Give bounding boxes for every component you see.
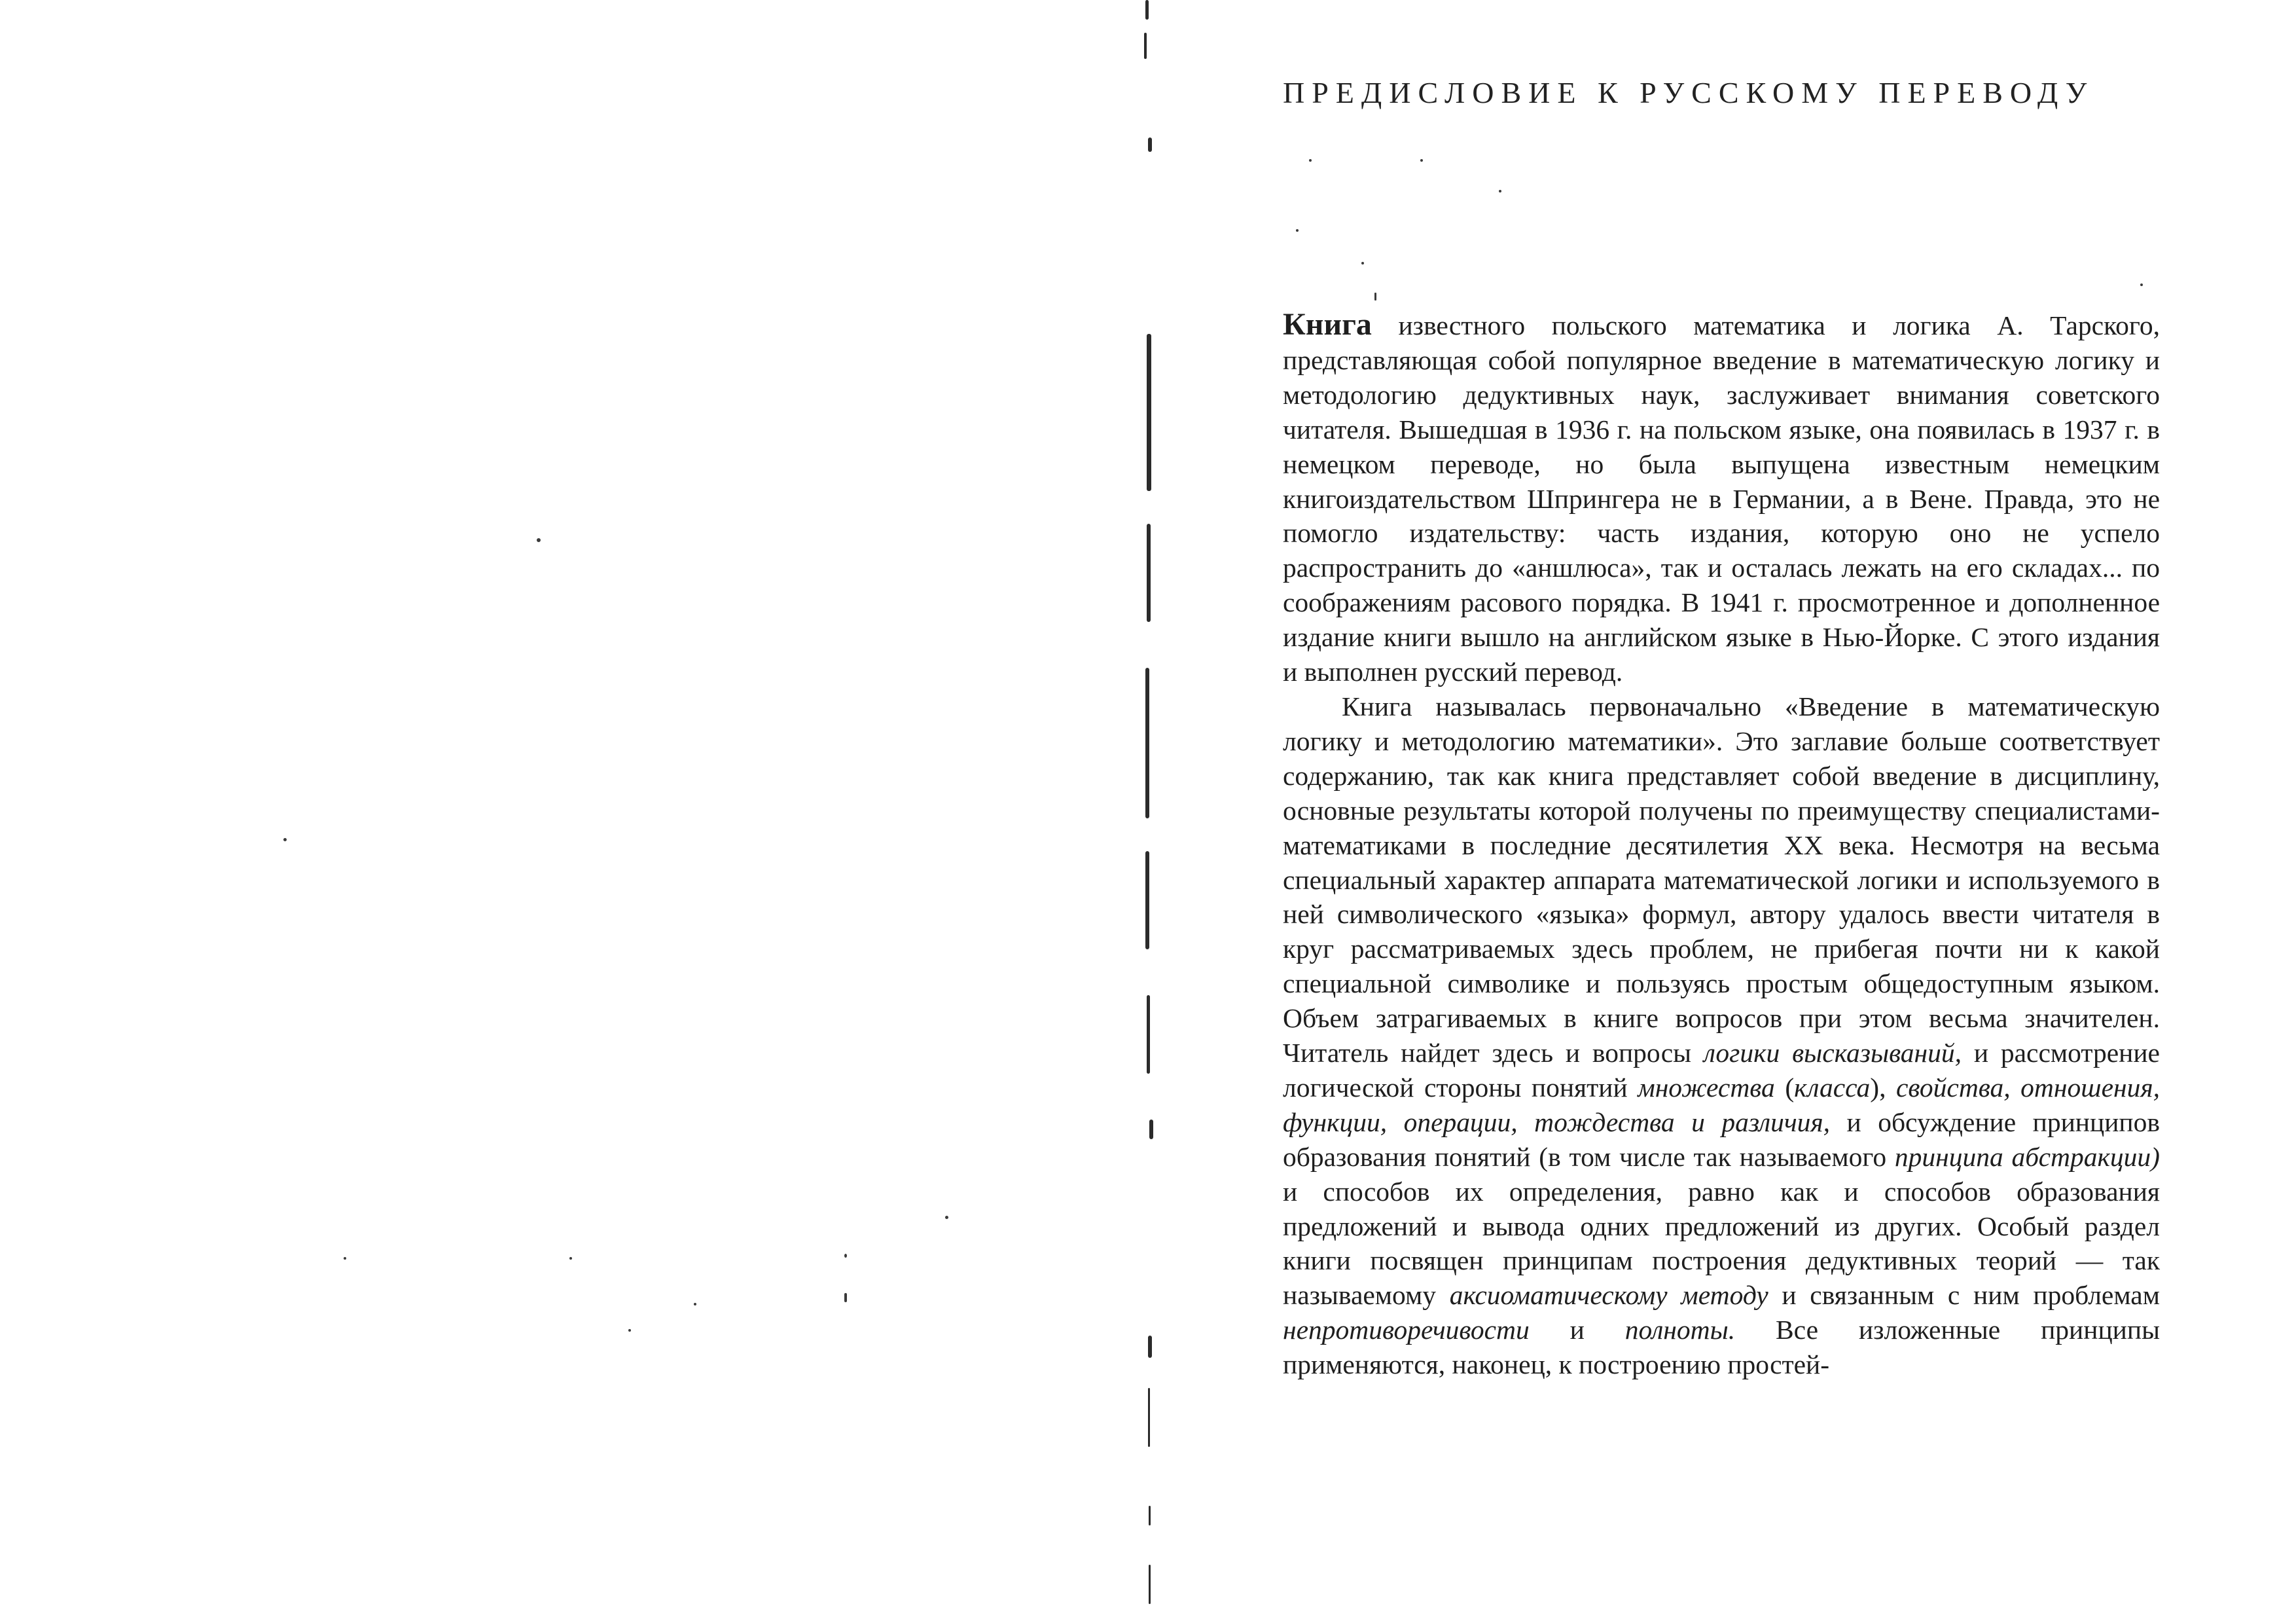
italic-term: аксиоматическому методу — [1449, 1280, 1768, 1311]
scan-speck — [283, 838, 287, 841]
left-page-blank — [0, 0, 1126, 1623]
italic-term: полноты. — [1624, 1315, 1736, 1345]
preface-body — [1283, 308, 2160, 1382]
spine-mark — [1144, 33, 1147, 59]
spine-mark — [1145, 851, 1149, 949]
spine-mark — [1147, 995, 1150, 1074]
right-page — [1283, 0, 2186, 1623]
spine-mark — [1148, 137, 1152, 152]
spine-mark — [1149, 1506, 1151, 1525]
italic-term: свойства, отношения, функции, операции, тождества и различия, — [1283, 1072, 2160, 1137]
book-spine-gutter — [1139, 0, 1165, 1623]
spine-mark — [1145, 0, 1149, 20]
scan-speck — [844, 1254, 847, 1258]
scan-speck — [1361, 262, 1364, 264]
italic-term: принципа абстракции) — [1894, 1141, 2160, 1172]
paragraph-1-text: известного польского математика и логика А. Тарского, представляющая собой популярное введение в математическую логику и методологию дедуктивных наук, заслуживает внимания советского читателя. Вышедшая в 1936 г. на польском языке, она появилась в 1937 г. в немецком переводе, но была выпущена известным немецким книгоиздательством Шпрингера не в Германии, а в Вене. Правда, это не помогло издательству: часть издания, которую оно не успело распространить до «аншлюса», так и осталась лежать на его складах... по соображениям расового порядка. В 1941 г. просмотренное и дополненное издание книги вышло на английском языке в Нью-Йорке. С этого издания и выполнен русский перевод. — [1283, 310, 2160, 687]
paragraph-2-text: и способов их определения, равно как и способов образования предложений и вывода одних предложений из других. Особый раздел книги посвящен принципам построения дедуктивных теорий — так называемому — [1283, 1176, 2160, 1311]
spine-mark — [1149, 1565, 1151, 1604]
paragraph-2-text: Все изложенные принципы применяются, наконец, к построению простей- — [1283, 1315, 2160, 1380]
paragraph-2-text: и — [1529, 1315, 1625, 1345]
italic-term: непротиворечивости — [1283, 1315, 1530, 1345]
scan-speck — [1296, 229, 1299, 232]
paragraph-2-text: ( — [1774, 1072, 1795, 1103]
paragraph-2-text: и связанным с ним проблемам — [1768, 1280, 2160, 1311]
italic-term: класса — [1794, 1072, 1871, 1103]
scan-speck — [537, 538, 541, 542]
spine-mark — [1147, 524, 1151, 622]
paragraph-2-text: и обсуждение принципов образования понятий (в том числе так называемого — [1283, 1106, 2160, 1172]
scan-speck — [1309, 159, 1312, 162]
page-title: ПРЕДИСЛОВИЕ К РУССКОМУ ПЕРЕВОДУ — [1283, 76, 2094, 109]
spine-mark — [1149, 1120, 1153, 1139]
paragraph-2-text: ), — [1870, 1072, 1897, 1103]
paragraph-1-first-word: Книга — [1283, 307, 1372, 342]
scan-speck — [569, 1257, 572, 1260]
scan-speck — [945, 1216, 948, 1219]
italic-term: логики высказываний, — [1703, 1038, 1962, 1068]
scan-speck — [694, 1303, 696, 1305]
scan-speck — [844, 1293, 847, 1302]
italic-term: множества — [1638, 1072, 1775, 1103]
spine-mark — [1145, 668, 1149, 818]
scan-speck — [344, 1257, 346, 1260]
spine-mark — [1147, 334, 1151, 491]
scan-speck — [628, 1329, 631, 1332]
paragraph-2-text: и рассмотрение логической стороны понятий — [1283, 1038, 2160, 1103]
scan-speck — [2140, 283, 2143, 286]
spine-mark — [1148, 1388, 1150, 1447]
scan-speck — [1499, 190, 1501, 192]
scan-speck — [1374, 293, 1376, 301]
paragraph-2-text: Книга называлась первоначально «Введение в математическую логику и методологию математики». Это заглавие больше соответствует содержанию, так как книга представляет собой введение в дисциплину, основные результаты которой получены по преимуществу специалистами-математиками в последние десятилетия XX века. Несмотря на весьма специальный характер аппарата математической логики и используемого в ней символического «языка» формул, автору удалось ввести читателя в круг рассматриваемых здесь проблем, не прибегая почти ни к какой специальной символике и пользуясь простым общедоступным языком. Объем затрагиваемых в книге вопросов при этом весьма значителен. Читатель найдет здесь и вопросы — [1283, 691, 2160, 1068]
spine-mark — [1148, 1336, 1152, 1358]
paragraph-2 — [1283, 689, 2160, 1382]
scan-speck — [1420, 159, 1423, 162]
paragraph-1 — [1283, 308, 2160, 689]
